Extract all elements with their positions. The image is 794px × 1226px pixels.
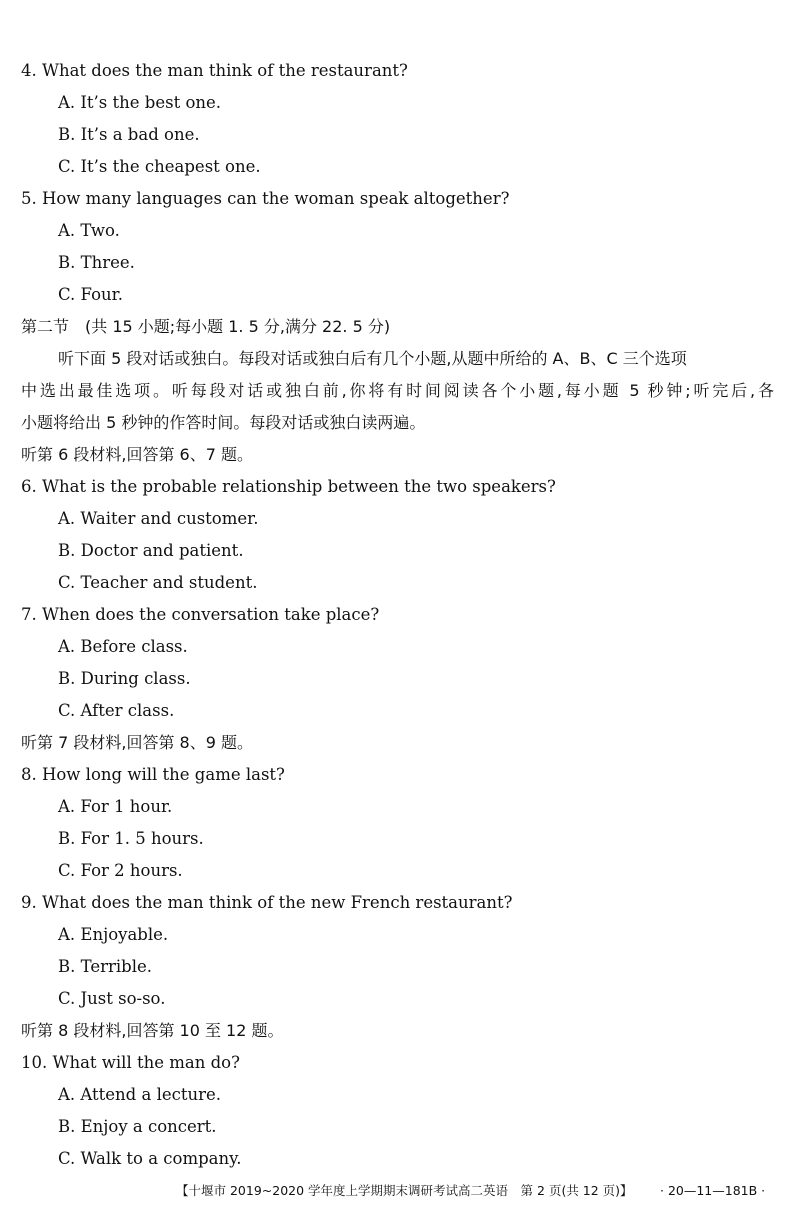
section-2-instructions-line-2: 中选出最佳选项。听每段对话或独白前,你将有时间阅读各个小题,每小题 5 秒钟;听完后,各	[21, 381, 774, 400]
question-6-option-a: A. Waiter and customer.	[58, 509, 259, 528]
question-4-option-b: B. It’s a bad one.	[58, 125, 200, 144]
page-footer-title: 【十堰市 2019~2020 学年度上学期期末调研考试高二英语 第 2 页(共 12 页)】	[176, 1183, 633, 1198]
question-8-option-b: B. For 1. 5 hours.	[58, 829, 204, 848]
question-7-option-c: C. After class.	[58, 701, 175, 720]
material-7-instruction: 听第 7 段材料,回答第 8、9 题。	[21, 733, 253, 752]
question-4-option-a: A. It’s the best one.	[58, 93, 222, 112]
question-7-option-b: B. During class.	[58, 669, 191, 688]
question-10-stem: 10. What will the man do?	[21, 1053, 240, 1072]
question-7-stem: 7. When does the conversation take place?	[21, 605, 380, 624]
question-10-option-a: A. Attend a lecture.	[58, 1085, 222, 1104]
question-5-option-b: B. Three.	[58, 253, 135, 272]
question-8-stem: 8. How long will the game last?	[21, 765, 285, 784]
question-9-option-b: B. Terrible.	[58, 957, 153, 976]
question-9-option-a: A. Enjoyable.	[58, 925, 169, 944]
material-8-instruction: 听第 8 段材料,回答第 10 至 12 题。	[21, 1021, 284, 1040]
question-7-option-a: A. Before class.	[58, 637, 188, 656]
question-4-option-c: C. It’s the cheapest one.	[58, 157, 261, 176]
question-8-option-a: A. For 1 hour.	[58, 797, 173, 816]
question-9-option-c: C. Just so-so.	[58, 989, 166, 1008]
question-5-stem: 5. How many languages can the woman speak altogether?	[21, 189, 510, 208]
section-2-instructions-line-3: 小题将给出 5 秒钟的作答时间。每段对话或独白读两遍。	[21, 413, 426, 432]
question-5-option-a: A. Two.	[58, 221, 120, 240]
question-6-stem: 6. What is the probable relationship between the two speakers?	[21, 477, 556, 496]
section-2-instructions-line-1: 听下面 5 段对话或独白。每段对话或独白后有几个小题,从题中所给的 A、B、C 三个选项	[58, 349, 687, 368]
question-6-option-b: B. Doctor and patient.	[58, 541, 244, 560]
question-10-option-b: B. Enjoy a concert.	[58, 1117, 217, 1136]
question-8-option-c: C. For 2 hours.	[58, 861, 183, 880]
question-10-option-c: C. Walk to a company.	[58, 1149, 242, 1168]
question-9-stem: 9. What does the man think of the new French restaurant?	[21, 893, 513, 912]
page-footer-code: · 20—11—181B ·	[660, 1183, 766, 1198]
question-6-option-c: C. Teacher and student.	[58, 573, 258, 592]
section-2-heading: 第二节 (共 15 小题;每小题 1. 5 分,满分 22. 5 分)	[21, 317, 391, 336]
material-6-instruction: 听第 6 段材料,回答第 6、7 题。	[21, 445, 253, 464]
question-5-option-c: C. Four.	[58, 285, 123, 304]
question-4-stem: 4. What does the man think of the restaurant?	[21, 61, 408, 80]
